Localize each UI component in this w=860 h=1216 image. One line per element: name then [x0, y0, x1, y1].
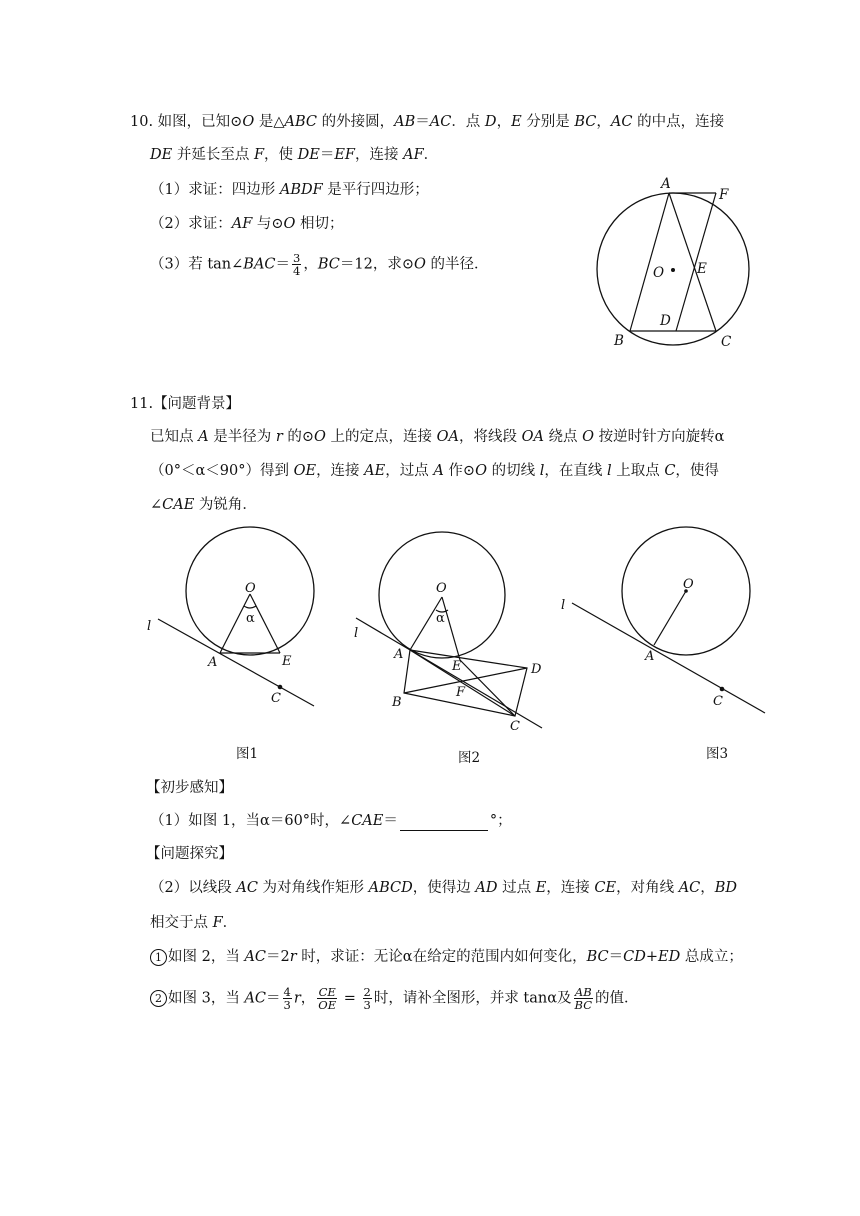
- circled-number-2: 2: [150, 990, 167, 1007]
- q10-text: 相切；: [295, 216, 344, 232]
- q11-text: 的值．: [595, 990, 639, 1007]
- fig2-segment-CE: [460, 660, 515, 716]
- fig3-caption: 图3: [706, 746, 729, 762]
- q10-text: E: [511, 114, 522, 130]
- fig1-point-C: [278, 685, 283, 690]
- q11-text: ED: [658, 949, 681, 965]
- q10-number: 10.: [130, 114, 154, 130]
- fig2-label-O: O: [436, 581, 447, 596]
- q11-text: 的⊙: [282, 429, 315, 445]
- answer-blank[interactable]: [400, 816, 488, 831]
- fraction-numerator: 3: [293, 251, 301, 265]
- q11-text: 绕点: [543, 429, 583, 445]
- q11-figure-1: [140, 525, 330, 715]
- q11-text: r: [289, 949, 297, 965]
- q11-bg-line-3: [150, 495, 257, 515]
- q11-text: ABCD: [368, 880, 413, 896]
- q11-text: 如图 3，当: [168, 990, 245, 1007]
- fig1-label-O: O: [245, 581, 256, 596]
- q10-figure: [590, 170, 760, 360]
- q11-text: r: [275, 429, 283, 445]
- q11-text: CAE: [351, 813, 384, 829]
- fraction-CE-OE: [317, 986, 337, 1011]
- label-B: B: [614, 333, 624, 349]
- q10-text: F: [253, 147, 264, 163]
- q10-part-1: [150, 180, 429, 200]
- q11-text: ＝: [383, 813, 398, 829]
- label-E: E: [697, 261, 707, 277]
- q11-text: CD: [623, 949, 646, 965]
- q10-text: EF: [334, 147, 355, 163]
- fig3-point-C: [720, 687, 725, 692]
- q11-figure-3: [555, 520, 770, 720]
- q11-part-1: [150, 811, 512, 831]
- fig2-label-E: E: [452, 659, 462, 674]
- q11-text: CAE: [162, 497, 195, 513]
- fig1-label-C: C: [271, 691, 281, 706]
- q11-text: BC: [586, 949, 609, 965]
- q11-text: 的切线: [486, 463, 540, 479]
- q11-text: AC: [244, 949, 267, 965]
- q11-case-1: [150, 947, 743, 967]
- q10-text: DE: [150, 147, 173, 163]
- q11-text: ＝2: [266, 949, 290, 965]
- fig2-label-alpha: α: [436, 611, 445, 626]
- q11-text: ，在直线: [544, 463, 607, 479]
- q11-text: r: [293, 990, 301, 1007]
- fig2-tangent-l: [356, 618, 542, 728]
- q11-text: E: [535, 880, 547, 896]
- q11-section-explore: 【问题探究】: [146, 846, 233, 862]
- q10-text: 的半径．: [425, 256, 489, 273]
- label-O: O: [653, 265, 665, 281]
- q10-text: ＝: [319, 147, 335, 163]
- q10-text: ＝: [275, 256, 291, 273]
- q10-text: BC: [317, 256, 340, 273]
- q11-text: F: [212, 915, 223, 931]
- q10-part-2: [150, 214, 344, 234]
- q10-text: O: [242, 114, 255, 130]
- fig1-angle-arc: [244, 606, 256, 608]
- circled-number-1: 1: [150, 949, 167, 966]
- q11-part-2-line-2: [150, 913, 237, 933]
- q10-text: ，: [496, 114, 512, 130]
- q10-text: ＝: [415, 114, 430, 130]
- q11-text: （2）以线段: [150, 880, 237, 896]
- q11-text: °；: [489, 813, 512, 829]
- q10-text: 分别是: [521, 114, 575, 130]
- q11-text: C: [664, 463, 676, 479]
- q11-part-2-line-1: [150, 878, 737, 898]
- q11-text: 时，求证：无论α在给定的范围内如何变化，: [296, 949, 587, 965]
- fig3-label-O: O: [683, 577, 694, 592]
- fraction-denominator: OE: [318, 998, 337, 1012]
- q11-text: =: [339, 990, 361, 1007]
- fraction-denominator: BC: [574, 998, 593, 1012]
- q11-text: +: [645, 949, 659, 965]
- q11-number: 11.: [130, 396, 154, 412]
- q11-text: l: [606, 463, 612, 479]
- q11-text: O: [582, 429, 595, 445]
- fraction-AB-BC: [574, 986, 593, 1011]
- q10-part-3: [150, 252, 489, 277]
- label-A: A: [661, 176, 671, 192]
- fig1-label-alpha: α: [246, 611, 255, 626]
- q11-text: ．: [222, 915, 238, 931]
- q10-text: （3）若 tan∠: [150, 256, 244, 273]
- q11-text: 相交于点: [150, 915, 213, 931]
- q10-text: ，连接: [354, 147, 404, 163]
- q10-text: （1）求证：四边形: [150, 182, 280, 198]
- q11-text: AC: [244, 990, 267, 1007]
- q11-text: 上的定点，连接: [325, 429, 437, 445]
- q10-text: 如图，已知⊙: [157, 114, 243, 130]
- q11-text: ，使得边: [412, 880, 476, 896]
- q11-text: 上取点: [611, 463, 665, 479]
- q11-text: 为锐角．: [194, 497, 257, 513]
- q11-text: 已知点: [150, 429, 199, 445]
- q11-text: AE: [364, 463, 386, 479]
- q11-text: AC: [236, 880, 258, 896]
- q11-text: BD: [714, 880, 738, 896]
- q10-text: ，: [303, 256, 318, 273]
- q11-text: AD: [475, 880, 498, 896]
- label-F: F: [719, 187, 729, 203]
- q11-text: OA: [521, 429, 544, 445]
- q11-text: 时，请补全图形，并求 tanα及: [373, 990, 572, 1007]
- q11-text: （1）如图 1，当α＝60°时，∠: [150, 813, 352, 829]
- q11-text: ，对角线: [616, 880, 679, 896]
- q10-line-1: [130, 112, 724, 132]
- q11-text: ，: [300, 990, 316, 1007]
- center-dot: [671, 268, 675, 272]
- fig2-label-l: l: [354, 626, 359, 641]
- segment-AB: [630, 193, 669, 331]
- q11-text: ∠: [150, 497, 163, 513]
- fig1-caption: 图1: [236, 746, 259, 762]
- fraction-numerator: CE: [318, 985, 336, 999]
- fig2-label-F: F: [456, 685, 466, 700]
- q10-text: AF: [231, 216, 253, 232]
- q10-text: AC: [610, 114, 633, 130]
- q10-text: ，: [596, 114, 611, 130]
- q11-case-2: [150, 986, 639, 1011]
- label-C: C: [721, 334, 732, 350]
- segment-AC: [669, 193, 716, 331]
- q11-text: OA: [436, 429, 459, 445]
- q10-text: O: [283, 216, 296, 232]
- segment-DF: [676, 193, 716, 331]
- fraction-denominator: 4: [293, 264, 301, 278]
- q11-text: 如图 2，当: [168, 949, 245, 965]
- q11-text: O: [475, 463, 487, 479]
- fig2-segment-OE: [442, 597, 460, 660]
- q10-text: ．点: [451, 114, 485, 130]
- q11-text: ，过点: [385, 463, 434, 479]
- q11-text: ＝: [266, 990, 281, 1007]
- q11-text: 总成立；: [680, 949, 743, 965]
- fraction-denominator: 3: [283, 998, 291, 1012]
- q11-text: ＝: [608, 949, 624, 965]
- q10-text: AC: [429, 114, 452, 130]
- q10-text: D: [484, 114, 497, 130]
- q10-text: 的中点，连接: [632, 114, 725, 130]
- q11-text: 作⊙: [443, 463, 476, 479]
- fig2-label-A: A: [394, 647, 404, 662]
- fraction-2-3: [363, 986, 372, 1011]
- fig2-label-B: B: [392, 695, 402, 710]
- q10-text: DE: [297, 147, 320, 163]
- fig3-segment-OA: [654, 591, 686, 645]
- q11-text: 为对角线作矩形: [257, 880, 369, 896]
- fig3-label-C: C: [713, 694, 723, 709]
- q11-section-initial: 【初步感知】: [146, 780, 233, 796]
- q11-text: ，将线段: [458, 429, 522, 445]
- q11-figure-2: [345, 525, 555, 740]
- q11-text: ，使得: [675, 463, 719, 479]
- q10-text: ＝12，求⊙: [339, 256, 414, 273]
- label-D: D: [660, 313, 671, 329]
- q10-text: 并延长至点: [172, 147, 254, 163]
- q11-bg-line-1: [150, 427, 724, 447]
- fig1-label-A: A: [208, 655, 218, 670]
- q10-text: 的外接圆，: [316, 114, 395, 130]
- q11-header-line: [130, 394, 240, 414]
- q10-text: （2）求证：: [150, 216, 232, 232]
- q11-text: ，连接: [316, 463, 365, 479]
- q11-text: A: [198, 429, 209, 445]
- q11-section-background: 【问题背景】: [153, 396, 241, 412]
- q10-text: ABC: [284, 114, 317, 130]
- fig2-caption: 图2: [458, 750, 481, 766]
- q11-text: ，: [700, 880, 715, 896]
- q10-text: BAC: [243, 256, 276, 273]
- q10-text: AB: [394, 114, 416, 130]
- fig1-label-E: E: [282, 654, 292, 669]
- q11-text: A: [433, 463, 444, 479]
- q11-text: 过点: [497, 880, 536, 896]
- q11-text: ，连接: [546, 880, 595, 896]
- q10-text: ，使: [264, 147, 298, 163]
- fig3-label-l: l: [561, 598, 566, 613]
- q10-text: O: [414, 256, 426, 273]
- q11-text: CE: [594, 880, 617, 896]
- fig1-label-l: l: [147, 619, 152, 634]
- fig2-label-D: D: [531, 662, 542, 677]
- q11-text: （0°＜α＜90°）得到: [150, 463, 294, 479]
- q11-text: O: [314, 429, 326, 445]
- fig2-diagonal-AC: [410, 650, 515, 716]
- q10-text: ABDF: [279, 182, 323, 198]
- fraction-denominator: 3: [363, 998, 371, 1012]
- q10-text: 是平行四边形；: [322, 182, 429, 198]
- fraction-numerator: 4: [283, 985, 291, 999]
- q11-text: l: [539, 463, 545, 479]
- q11-text: AC: [678, 880, 701, 896]
- q10-text: BC: [574, 114, 597, 130]
- fraction-3-4: [292, 252, 301, 277]
- q11-bg-line-2: [150, 461, 719, 481]
- fraction-numerator: AB: [574, 985, 592, 999]
- q10-text: AF: [403, 147, 424, 163]
- q10-text: ．: [423, 147, 439, 163]
- q11-text: OE: [293, 463, 317, 479]
- fraction-4-3: [283, 986, 292, 1011]
- q10-text: 与⊙: [252, 216, 284, 232]
- fig2-diagonal-BD: [404, 668, 527, 693]
- fraction-numerator: 2: [363, 985, 371, 999]
- q10-line-2: [150, 145, 438, 165]
- fig2-label-C: C: [510, 719, 520, 734]
- q10-text: 是△: [254, 114, 285, 130]
- fig3-label-A: A: [645, 649, 655, 664]
- q11-text: 是半径为: [208, 429, 276, 445]
- q11-text: 按逆时针方向旋转α: [594, 429, 725, 445]
